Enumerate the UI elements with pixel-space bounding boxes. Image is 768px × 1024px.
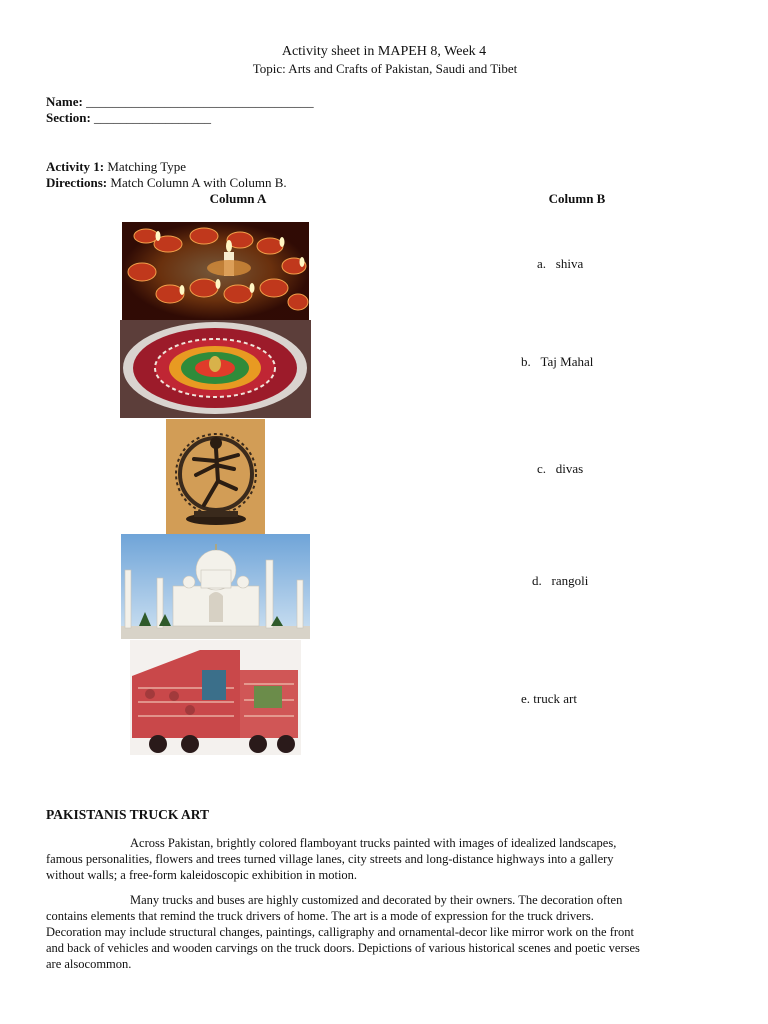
choice-c-text: divas: [555, 461, 584, 476]
diya-lamps-image: [122, 222, 309, 320]
activity-line: [46, 159, 186, 175]
article-paragraph-2: [46, 892, 746, 972]
paragraph-line: famous personalities, flowers and trees turned village lanes, city streets and long-distance highways into a gallery: [46, 852, 614, 866]
paragraph-line: Across Pakistan, brightly colored flamboyant trucks painted with images of idealized landscapes,: [130, 836, 617, 850]
activity-title: Matching Type: [104, 159, 187, 174]
section-row: [46, 110, 211, 126]
choice-a-text: shiva: [555, 256, 584, 271]
choice-a: [537, 256, 583, 272]
sheet-title: Activity sheet in MAPEH 8, Week 4: [281, 44, 487, 59]
paragraph-line: contains elements that remind the truck drivers of home. The art is a mode of expression for the truck drivers.: [46, 909, 594, 923]
article-heading: PAKISTANIS TRUCK ART: [46, 807, 210, 822]
paragraph-line: Many trucks and buses are highly customized and decorated by their owners. The decoration often: [130, 893, 623, 907]
choice-e: [521, 691, 577, 707]
topic-line: Topic: Arts and Crafts of Pakistan, Saudi and Tibet: [252, 61, 518, 76]
choice-a-letter: a.: [537, 256, 547, 271]
choice-e-text: truck art: [533, 691, 577, 706]
directions-text: Match Column A with Column B.: [107, 175, 287, 190]
shiva-nataraja-image: [166, 419, 265, 534]
truck-art-image: [130, 640, 301, 755]
column-b-header: Column B: [548, 191, 606, 206]
taj-mahal-image: [121, 534, 310, 639]
article-paragraph-1: [46, 835, 746, 883]
choice-d-letter: d.: [532, 573, 542, 588]
directions-line: [46, 175, 287, 191]
name-row: [46, 94, 314, 110]
column-a-header: Column A: [209, 191, 267, 206]
choice-b: [521, 354, 593, 370]
section-blank[interactable]: __________________: [94, 110, 212, 125]
choice-d: [532, 573, 588, 589]
name-label: Name:: [46, 94, 83, 109]
name-blank[interactable]: ___________________________________: [86, 94, 314, 109]
section-label: Section:: [46, 110, 91, 125]
paragraph-line: Decoration may include structural changes, paintings, calligraphy and ornamental-decor like mirror work on the front: [46, 925, 634, 939]
choice-c: [537, 461, 583, 477]
activity-label: Activity 1:: [46, 159, 105, 174]
rangoli-image: [120, 320, 311, 418]
choice-b-letter: b.: [521, 354, 531, 369]
choice-d-text: rangoli: [551, 573, 589, 588]
choice-b-text: Taj Mahal: [540, 354, 594, 369]
choice-e-letter: e.: [521, 691, 531, 706]
paragraph-line: and back of vehicles and wooden carvings on the truck doors. Depictions of various historical scenes and poetic verses: [46, 941, 640, 955]
directions-label: Directions:: [46, 175, 108, 190]
paragraph-line: without walls; a free-form kaleidoscopic exhibition in motion.: [46, 868, 358, 882]
choice-c-letter: c.: [537, 461, 547, 476]
paragraph-line: are alsocommon.: [46, 957, 132, 971]
